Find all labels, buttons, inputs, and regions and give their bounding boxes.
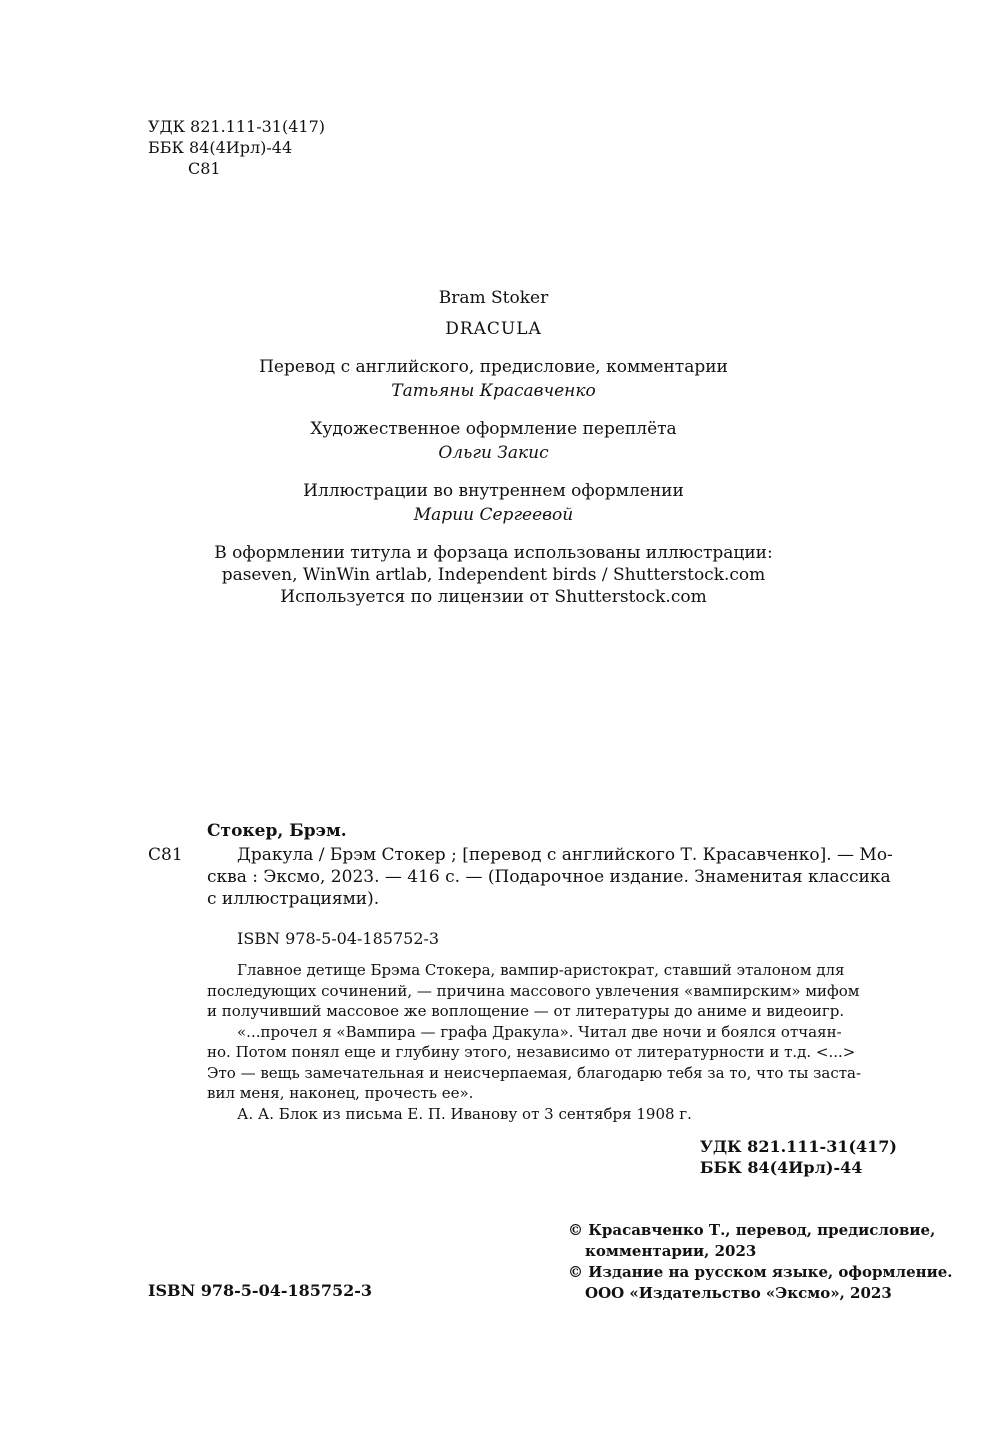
catalog-isbn: ISBN 978-5-04-185752-3 (237, 929, 440, 948)
header-bbk: ББК 84(4Ирл)-44 (148, 138, 293, 157)
quote-line: Это — вещь замечательная и неисчерпаемая, благодарю тебя за то, что ты застa- (207, 1063, 862, 1082)
catalog-author-heading: Стокер, Брэм. (207, 821, 347, 841)
binding-label: Художественное оформление переплёта (310, 419, 677, 439)
catalog-description (207, 844, 897, 910)
credit-line: В оформлении титула и форзаца использованы иллюстрации: (214, 543, 773, 563)
binding-artist: Ольги Закис (438, 443, 549, 463)
description-line: с иллюстрациями). (207, 889, 380, 909)
catalog-bbk: ББК 84(4Ирл)-44 (699, 1158, 863, 1177)
illustrations-label: Иллюстрации во внутреннем оформлении (303, 481, 684, 501)
translator-name: Татьяны Красавченко (391, 381, 596, 401)
copyright-line: © Издание на русском языке, оформление. (568, 1263, 953, 1281)
quote-line: вил меня, наконец, прочесть ее». (207, 1084, 474, 1102)
catalog-udk: УДК 821.111-31(417) (699, 1137, 897, 1156)
catalog-code: С81 (148, 845, 183, 865)
author-en: Bram Stoker (438, 288, 549, 308)
title-en: DRACULA (445, 319, 542, 339)
annotation-line: Главное детище Брэма Стокера, вампир-аристократ, ставший эталоном для (237, 961, 845, 979)
copyright-line: © Красавченко Т., перевод, предисловие, (568, 1221, 936, 1239)
quote-line: «...прочел я «Вампира — графа Дракула». Читал две ночи и боялся отчаян- (237, 1022, 842, 1041)
copyright-block (568, 1220, 952, 1304)
description-line: Дракула / Брэм Стокер ; [перевод с английского Т. Красавченко]. — Мо- (237, 845, 893, 865)
annotation-line: последующих сочинений, — причина массового увлечения «вампирским» мифом (207, 981, 860, 1000)
catalog-classification (700, 1136, 897, 1178)
header-udk: УДК 821.111-31(417) (148, 117, 325, 136)
copyright-line: ООО «Издательство «Эксмо», 2023 (585, 1284, 892, 1302)
quote-source: А. А. Блок из письма Е. П. Иванову от 3 сентября 1908 г. (237, 1104, 692, 1123)
header-code: С81 (188, 159, 221, 178)
translation-label: Перевод с английского, предисловие, комментарии (259, 357, 728, 377)
catalog-annotation (207, 960, 897, 1124)
copyright-line: комментарии, 2023 (585, 1242, 757, 1260)
annotation-line: и получивший массовое же воплощение — от литературы до аниме и видеоигр. (207, 1002, 845, 1020)
header-codes (148, 116, 325, 179)
quote-line: но. Потом понял еще и глубину этого, независимо от литературности и т.д. <...> (207, 1043, 856, 1061)
credit-line: Используется по лицензии от Shutterstock.com (280, 587, 707, 607)
credit-line: paseven, WinWin artlab, Independent birds / Shutterstock.com (221, 565, 766, 585)
illustration-credits (0, 542, 987, 608)
footer-isbn: ISBN 978-5-04-185752-3 (148, 1281, 373, 1300)
description-line: сква : Эксмо, 2023. — 416 с. — (Подарочное издание. Знаменитая классика (207, 867, 891, 887)
illustrator-name: Марии Сергеевой (413, 505, 574, 525)
